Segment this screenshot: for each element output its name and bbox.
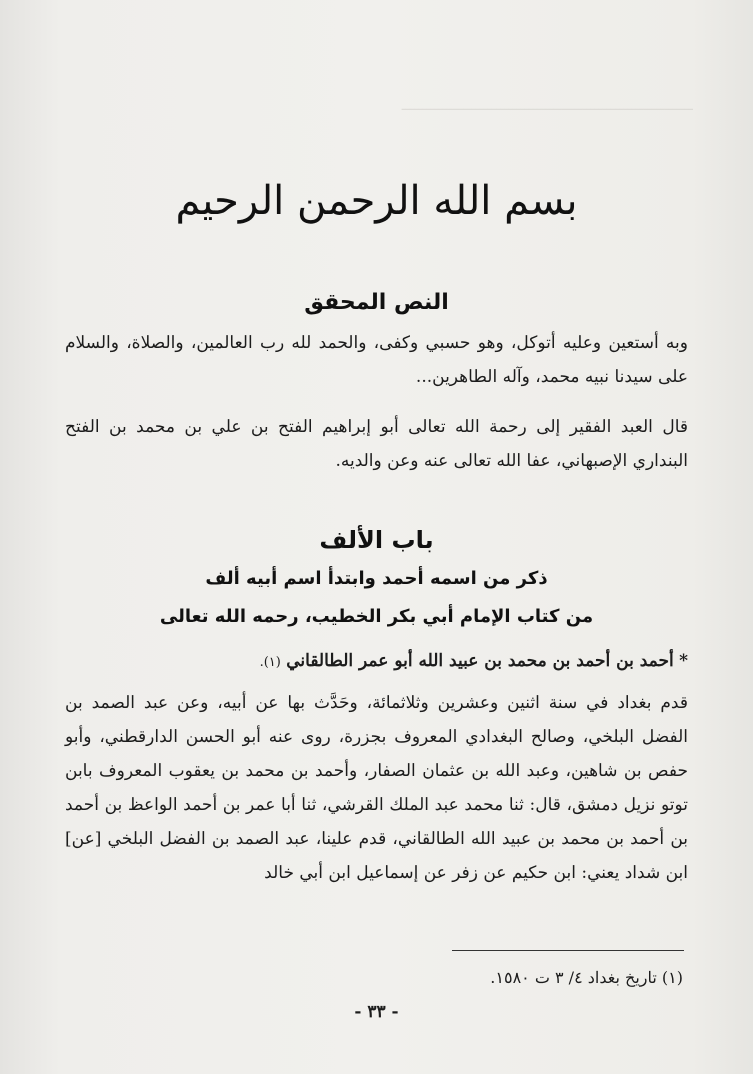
entry-body: قدم بغداد في سنة اثنين وعشرين وثلاثمائة، وحَدَّث بها عن أبيه، وعن عبد الصمد بن الفضل البلخي، وصالح البغدادي المعروف بجزرة، روى عنه أبو الحسن الدارقطني، وأبو حفص بن شاهين، وعبد الله بن عثمان الصفار، وأحمد بن محمد بن يعقوب المعروف بابن توتو نزيل دمشق، قال: ثنا محمد عبد الملك القرشي، ثنا أبا عمر بن أحمد الواعظ بن أحمد بن أحمد بن محمد بن عبيد الله الطالقاني، قدم علينا، عبد الصمد بن الفضل البلخي [عن] ابن شداد يعني: ابن حكيم عن زفر عن إسماعيل ابن أبي خالد	[65, 693, 688, 883]
entry-name: أحمد بن أحمد بن محمد بن عبيد الله أبو عمر الطالقاني	[286, 651, 674, 671]
author-paragraph: قال العبد الفقير إلى رحمة الله تعالى أبو إبراهيم الفتح بن علي بن محمد بن الفتح البنداري الإصبهاني، عفا الله تعالى عنه وعن والديه.	[65, 417, 688, 471]
footnote: (١) تاريخ بغداد ٤/ ٣ ت ١٥٨٠.	[490, 968, 683, 987]
chapter-subtitle-1: ذكر من اسمه أحمد وابتدأ اسم أبيه ألف	[205, 568, 548, 589]
footnote-separator	[452, 950, 684, 951]
chapter-title: باب الألف	[319, 526, 434, 554]
bleed-through-text: ـــــــــــــــــــــــــــــــــــــــــــــــــــــــــــــــــــــــ	[401, 98, 693, 114]
page-number: - ٣٣ -	[354, 1002, 399, 1022]
entry-heading	[65, 644, 688, 680]
chapter-subtitle-2: من كتاب الإمام أبي بكر الخطيب، رحمه الله تعالى	[159, 606, 594, 627]
section-title: النص المحقق	[304, 290, 449, 315]
opening-paragraph: وبه أستعين وعليه أتوكل، وهو حسبي وكفى، والحمد لله رب العالمين، والصلاة، والسلام على سيدنا نبيه محمد، وآله الطاهرين...	[65, 333, 688, 387]
entry-star: *	[679, 651, 688, 671]
basmala: بسم الله الرحمن الرحيم	[175, 178, 578, 224]
entry-footnote-ref: (١).	[259, 655, 281, 670]
